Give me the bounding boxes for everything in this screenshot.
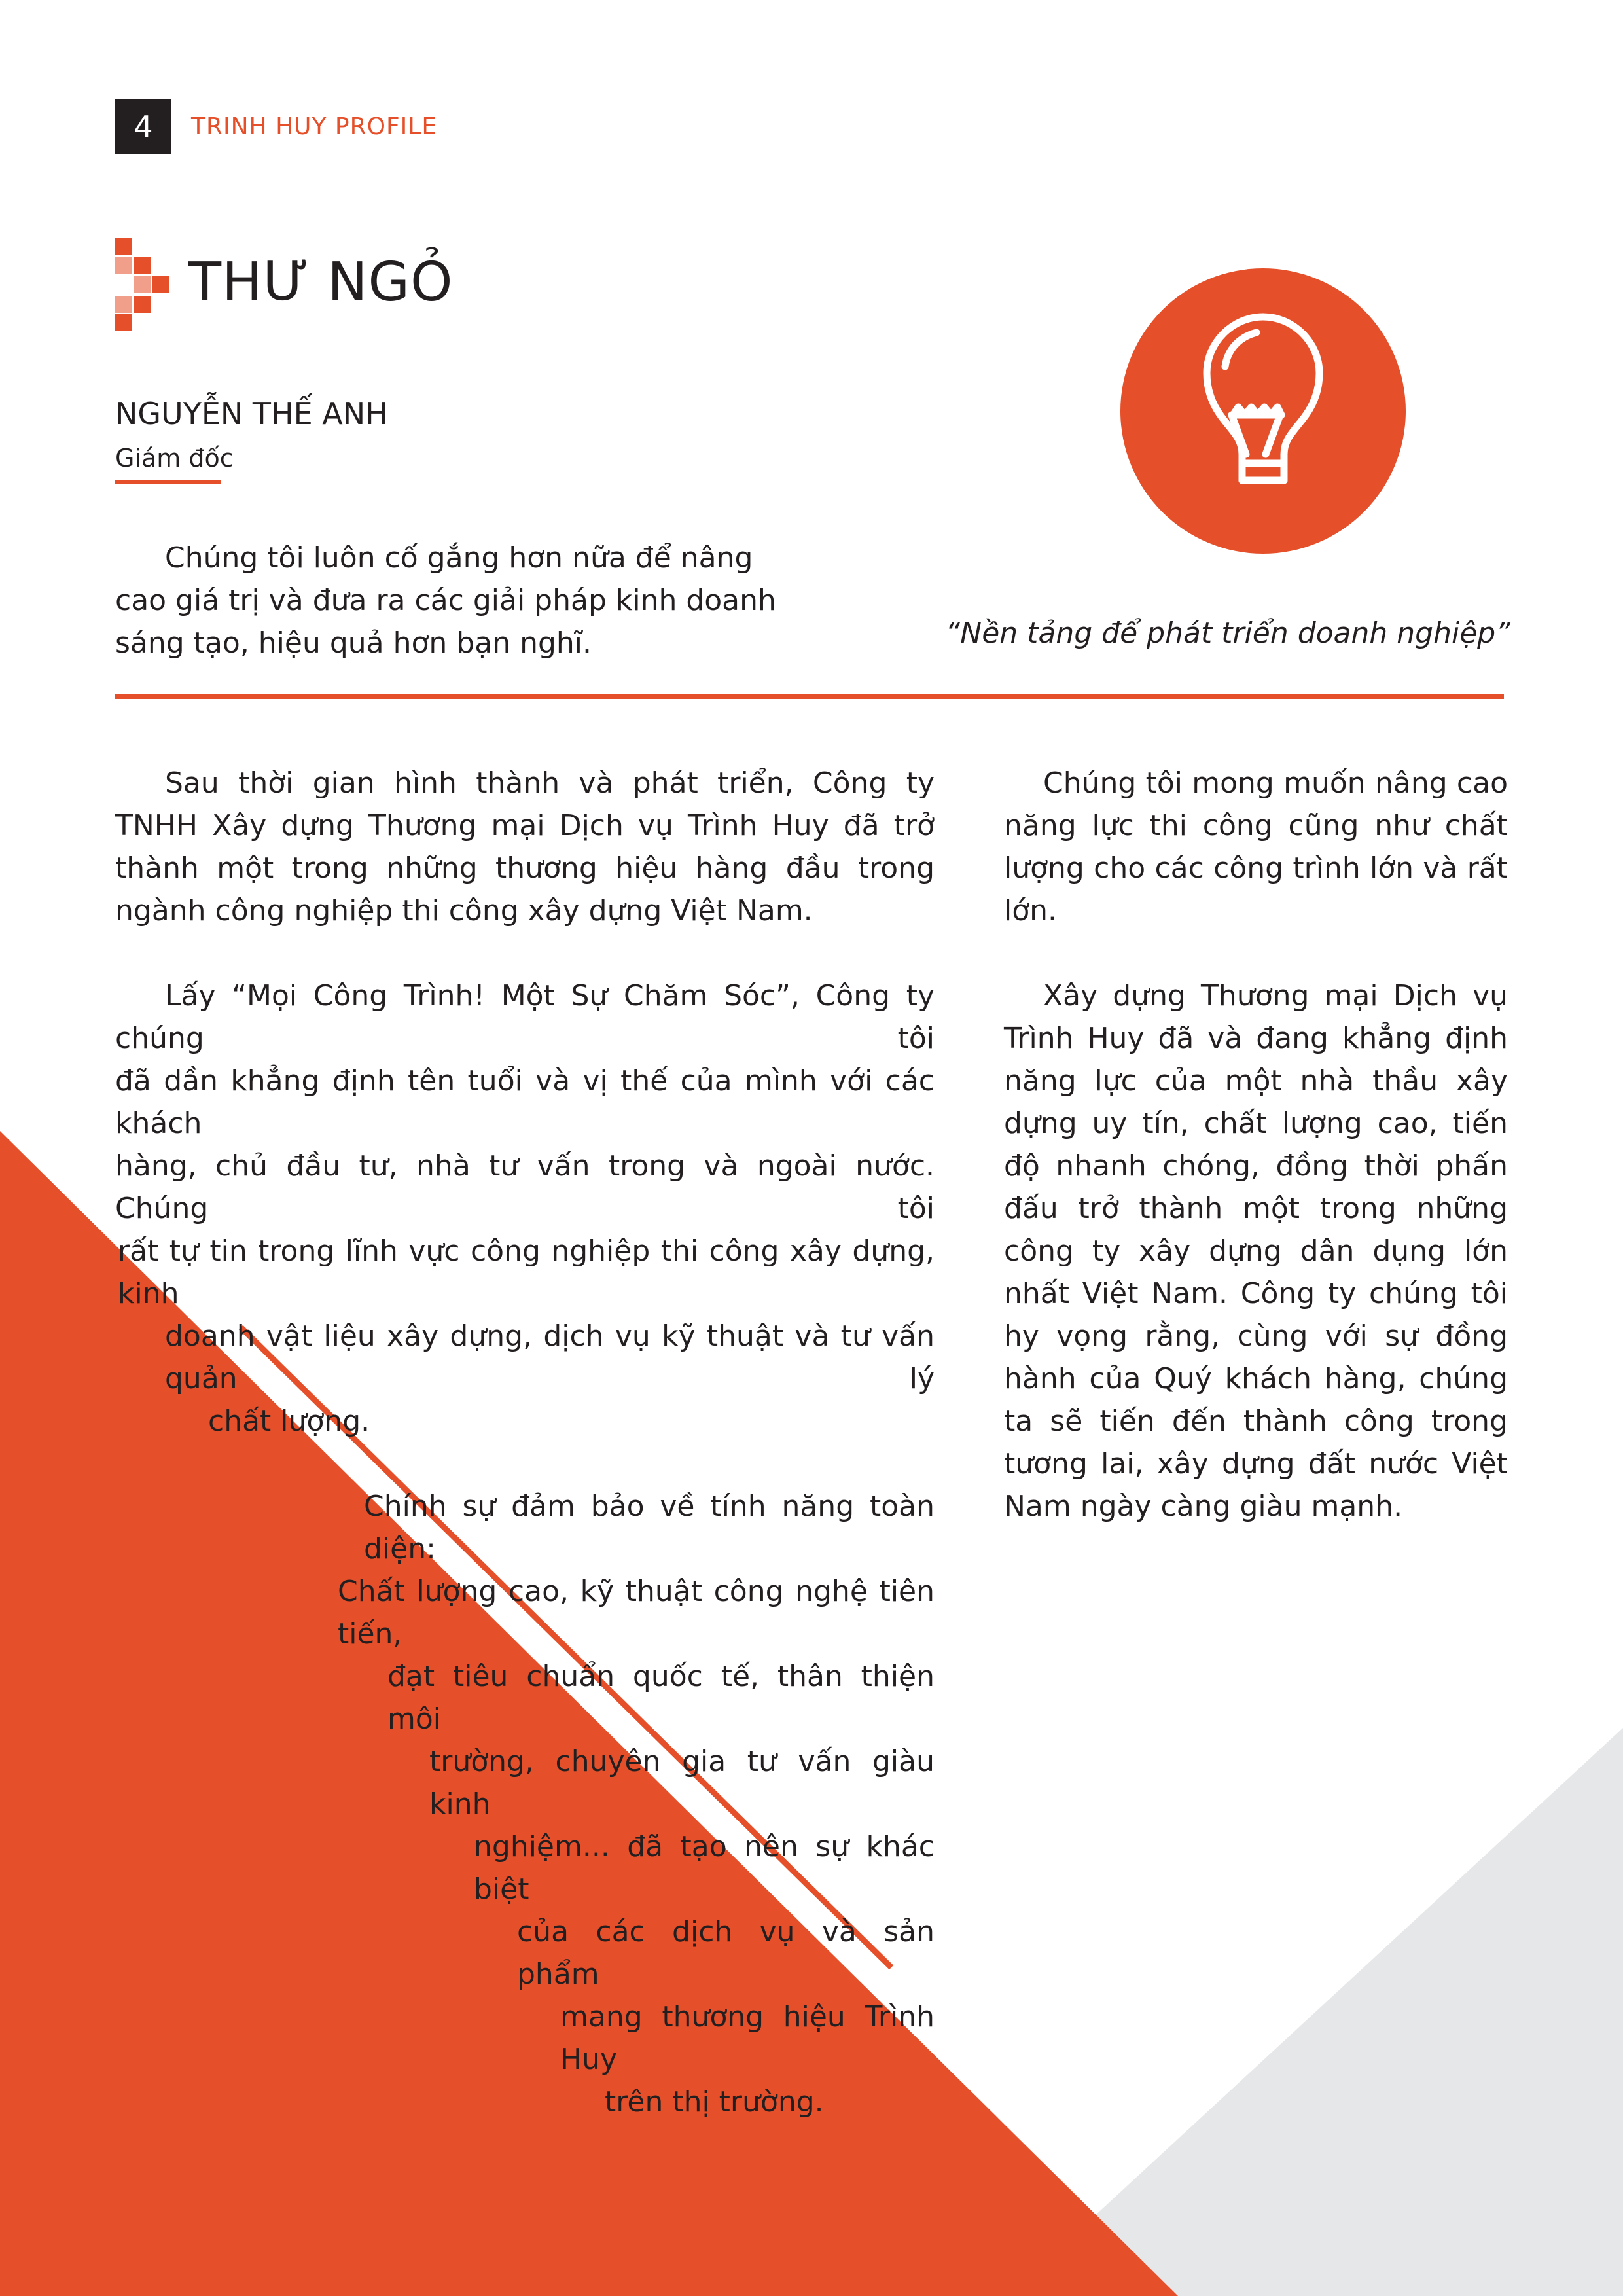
p2-line: doanh vật liệu xây dựng, dịch vụ kỹ thuật và tư vấn quản lý xyxy=(165,1319,935,1395)
slogan-quote: “Nền tảng để phát triển doanh nghiệp” xyxy=(945,617,1510,650)
intro-paragraph: Chúng tôi luôn cố gắng hơn nữa để nâng cao giá trị và đưa ra các giải pháp kinh doanh sáng tạo, hiệu quả hơn bạn nghĩ. xyxy=(115,541,776,660)
paragraph-1: Sau thời gian hình thành và phát triển, Công ty TNHH Xây dựng Thương mại Dịch vụ Trình Huy đã trở thành một trong những thương hiệu hàng đầu trong ngành công nghiệp thi công xây dựng Việt Nam. xyxy=(115,766,935,927)
p3-line: nghiệm... đã tạo nên sự khác biệt xyxy=(474,1830,935,1906)
lightbulb-icon xyxy=(1120,268,1406,554)
p3-line: trên thị trường. xyxy=(605,2085,824,2119)
p3-line: mang thương hiệu Trình Huy xyxy=(560,2000,935,2076)
pixel-chevron-icon xyxy=(115,238,169,331)
paragraph-5: Xây dựng Thương mại Dịch vụ Trình Huy đã và đang khẳng định năng lực của một nhà thầu xây dựng uy tín, chất lượng cao, tiến độ nhanh chóng, đồng thời phấn đấu trở thành một trong những công ty xây dựng dân dụng lớn nhất Việt Nam. Công ty chúng tôi hy vọng rằng, cùng với sự đồng hành của Quý khách hàng, chúng ta sẽ tiến đến thành công trong tương lai, xây dựng đất nước Việt Nam ngày càng giàu mạnh. xyxy=(1004,979,1508,1523)
p2-line: đã dần khẳng định tên tuổi và vị thế của mình với các khách xyxy=(115,1064,935,1140)
paragraph-2 xyxy=(115,975,935,1443)
p3-line: Chính sự đảm bảo về tính năng toàn diện: xyxy=(364,1490,935,1566)
author-role: Giám đốc xyxy=(115,444,234,473)
p2-line: Lấy “Mọi Công Trình! Một Sự Chăm Sóc”, Công ty chúng tôi xyxy=(115,979,935,1055)
p3-line: đạt tiêu chuẩn quốc tế, thân thiện môi xyxy=(387,1660,935,1736)
p3-line: Chất lượng cao, kỹ thuật công nghệ tiên tiến, xyxy=(338,1575,935,1651)
paragraph-4: Chúng tôi mong muốn nâng cao năng lực thi công cũng như chất lượng cho các công trình lớn và rất lớn. xyxy=(1004,766,1508,927)
author-name: NGUYỄN THẾ ANH xyxy=(115,396,388,431)
header-title: TRINH HUY PROFILE xyxy=(191,113,438,140)
paragraph-3 xyxy=(115,1485,935,2123)
p2-line: rất tự tin trong lĩnh vực công nghiệp thi công xây dựng, kinh xyxy=(118,1234,935,1310)
p3-line: trường, chuyên gia tư vấn giàu kinh xyxy=(429,1745,935,1821)
letter-column-right xyxy=(1004,762,1508,1570)
page-number: 4 xyxy=(115,99,171,154)
letter-column-left xyxy=(115,762,935,2123)
p3-line: của các dịch vụ và sản phẩm xyxy=(517,1915,935,1991)
section-divider xyxy=(115,694,1504,699)
gray-triangle xyxy=(1008,1728,1623,2296)
intro-text xyxy=(115,537,776,664)
role-underline xyxy=(115,480,221,484)
p2-line: chất lượng. xyxy=(208,1405,370,1438)
p2-line: hàng, chủ đầu tư, nhà tư vấn trong và ngoài nước. Chúng tôi xyxy=(115,1149,935,1225)
page-title: THƯ NGỎ xyxy=(188,251,454,314)
